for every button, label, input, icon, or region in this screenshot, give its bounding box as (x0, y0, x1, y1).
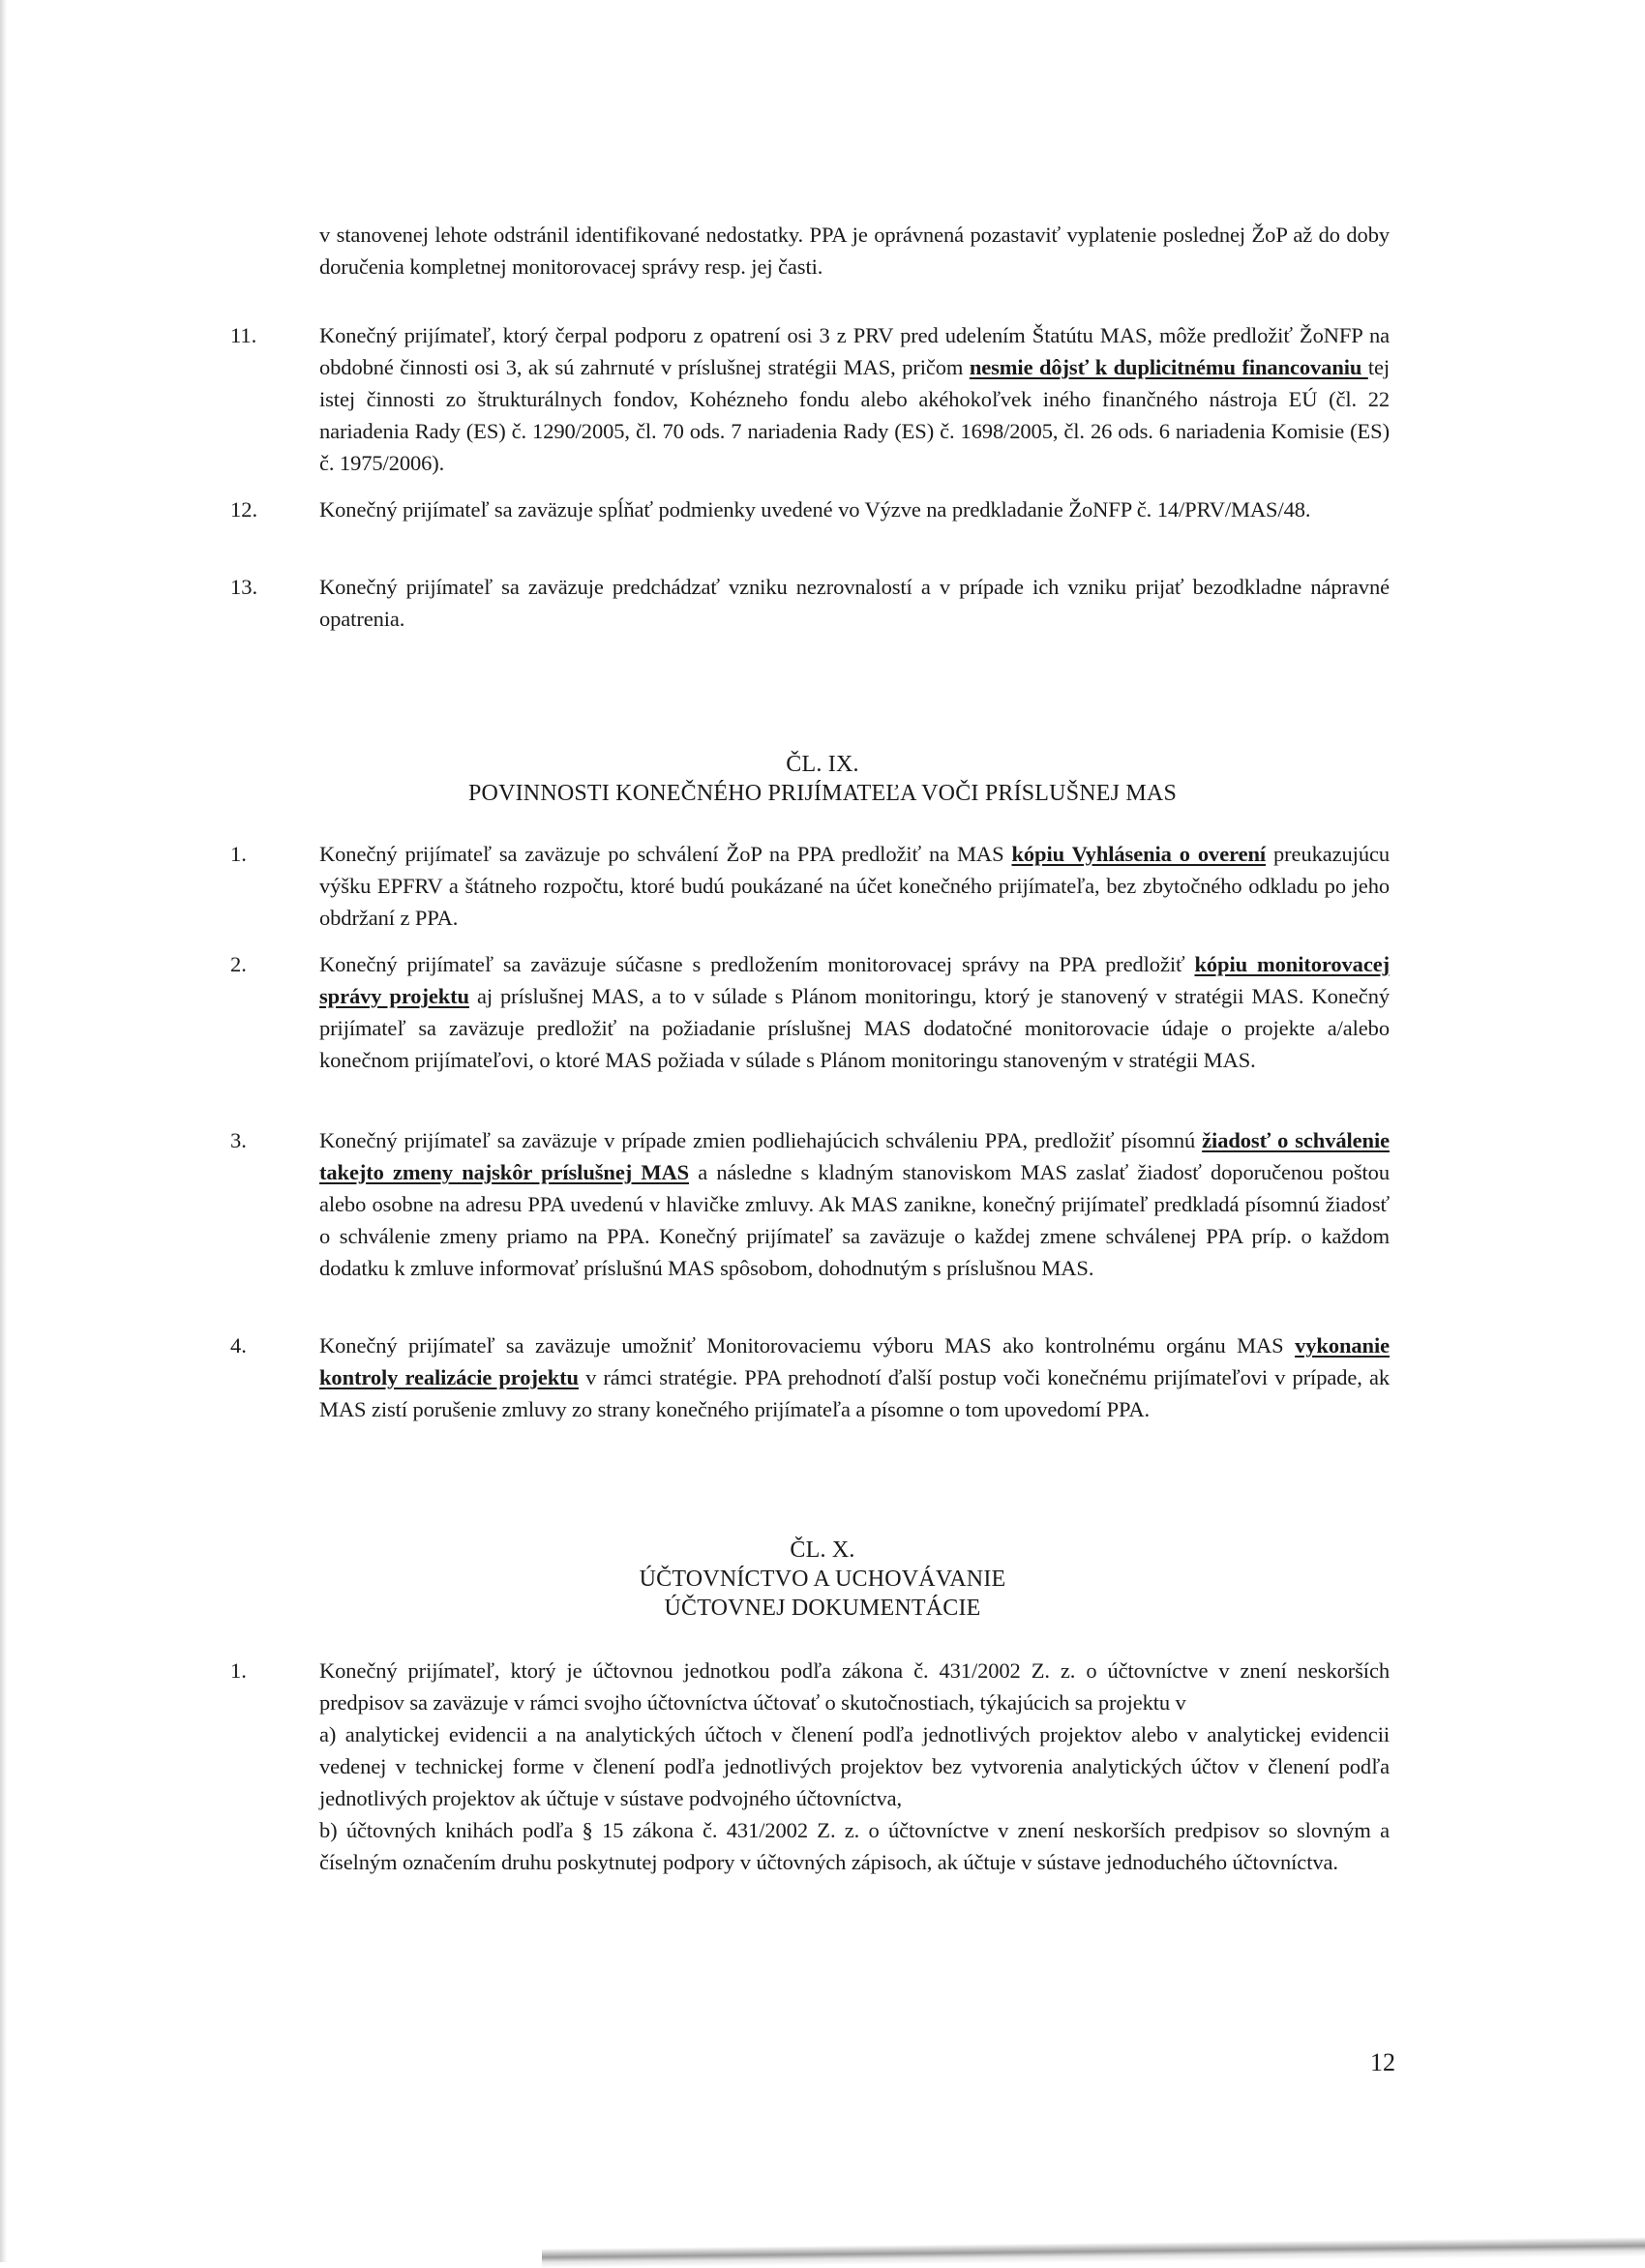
continuation-paragraph (319, 219, 1390, 283)
page-number: 12 (1370, 2048, 1395, 2076)
item-emphasis: žiadosť o schválenie takejto zmeny najskôr príslušnej MAS (319, 1128, 1390, 1184)
item-number: 4. (230, 1333, 247, 1358)
item-emphasis: kópiu Vyhlásenia o overení (1011, 842, 1267, 866)
item-text-before: Konečný prijímateľ sa zaväzuje súčasne s predložením monitorovacej správy na PPA predložiť (319, 952, 1195, 976)
item-emphasis: vykonanie kontroly realizácie projektu (319, 1333, 1390, 1389)
item-text: Konečný prijímateľ sa zaväzuje predchádzať vzniku nezrovnalostí a v prípade ich vzniku prijať bezodkladne nápravné opatrenia. (319, 575, 1390, 631)
item-text (319, 1329, 1390, 1425)
continuation-text: v stanovenej lehote odstránil identifikované nedostatky. PPA je oprávnená pozastaviť vyplatenie poslednej ŽoP až do doby doručenia kompletnej monitorovacej správy resp. jej časti. (319, 223, 1390, 279)
item-number: 2. (230, 952, 247, 976)
item-text (319, 1124, 1390, 1284)
item-intro: Konečný prijímateľ, ktorý je účtovnou jednotkou podľa zákona č. 431/2002 Z. z. o účtovníctve v znení neskorších predpisov sa zaväzuje v rámci svojho účtovníctva účtovať o skutočnostiach, týkajúcich sa projektu v (319, 1658, 1390, 1715)
item-number: 11. (230, 323, 257, 347)
item-text-after: v rámci stratégie. PPA prehodnotí ďalší postup voči konečnému prijímateľovi v prípade, ak MAS zistí porušenie zmluvy zo strany konečného prijímateľa a písomne o tom upovedomí PPA. (319, 1365, 1390, 1421)
item-number: 3. (230, 1128, 247, 1152)
article-x-number: ČL. X. (790, 1537, 855, 1563)
item-emphasis: kópiu monitorovacej správy projektu (319, 952, 1390, 1008)
item-number: 13. (230, 575, 258, 599)
item-text-before: Konečný prijímateľ sa zaväzuje v prípade zmien podliehajúcich schváleniu PPA, predložiť písomnú (319, 1128, 1203, 1152)
item-number: 1. (230, 842, 247, 866)
item-text-before: Konečný prijímateľ sa zaväzuje umožniť Monitorovaciemu výboru MAS ako kontrolnému orgánu MAS (319, 1333, 1296, 1358)
item-text (319, 1655, 1390, 1878)
item-number: 12. (230, 497, 258, 522)
item-emphasis: nesmie dôjsť k duplicitnému financovaniu (969, 355, 1368, 379)
scan-edge-bottom (542, 2237, 1645, 2268)
item-text-after: tej istej činnosti zo štrukturálnych fondov, Kohézneho fondu alebo akéhokoľvek iného finančného nástroja EÚ (čl. 22 nariadenia Rady (ES) č. 1290/2005, čl. 70 ods. 7 nariadenia Rady (ES) č. 1698/2005, čl. 26 ods. 6 nariadenia Komisie (ES) č. 1975/2006). (319, 355, 1391, 475)
item-text (319, 838, 1390, 934)
item-text-before: Konečný prijímateľ, ktorý čerpal podporu z opatrení osi 3 z PRV pred udelením Štatútu MAS, môže predložiť ŽoNFP na obdobné činnosti osi 3, ak sú zahrnuté v príslušnej stratégii MAS, pričom (319, 323, 1390, 379)
scan-edge-left (0, 0, 7, 2262)
item-point-a: a) analytickej evidencii a na analytických účtoch v členení podľa jednotlivých projektov alebo v analytickej evidencii vedenej v technickej forme v členení podľa jednotlivých projektov bez vytvorenia analytických účtov v členení podľa jednotlivých projektov ak účtuje v sústave podvojného účtovníctva, (319, 1722, 1390, 1810)
item-text (319, 319, 1390, 479)
item-text (319, 948, 1390, 1076)
article-x-title-line1: ÚČTOVNÍCTVO A UCHOVÁVANIE (639, 1567, 1006, 1592)
article-ix-heading (0, 750, 1645, 808)
article-ix-number: ČL. IX. (786, 752, 859, 777)
article-x-heading (0, 1536, 1645, 1623)
item-text-after: aj príslušnej MAS, a to v súlade s Plánom monitoringu, ktorý je stanovený v stratégii MAS. Konečný prijímateľ sa zaväzuje predložiť na požiadanie príslušnej MAS dodatočné monitorovacie údaje o projekte a/alebo konečnom prijímateľovi, o ktoré MAS požiada v súlade s Plánom monitoringu stanoveným v stratégii MAS. (319, 984, 1390, 1072)
item-text-after: a následne s kladným stanoviskom MAS zaslať žiadosť doporučenou poštou alebo osobne na adresu PPA uvedenú v hlavičke zmluvy. Ak MAS zanikne, konečný prijímateľ predkladá písomnú žiadosť o schválenie zmeny priamo na PPA. Konečný prijímateľ sa zaväzuje o každej zmene schválenej PPA príp. o každom dodatku k zmluve informovať príslušnú MAS spôsobom, dohodnutým s príslušnou MAS. (319, 1160, 1390, 1280)
article-x-title-line2: ÚČTOVNEJ DOKUMENTÁCIE (664, 1596, 981, 1621)
item-text-before: Konečný prijímateľ sa zaväzuje po schválení ŽoP na PPA predložiť na MAS (319, 842, 1012, 866)
item-number: 1. (230, 1658, 247, 1683)
article-ix-title: POVINNOSTI KONEČNÉHO PRIJÍMATEĽA VOČI PRÍSLUŠNEJ MAS (467, 781, 1178, 806)
item-point-b: b) účtovných knihách podľa § 15 zákona č. 431/2002 Z. z. o účtovníctve v znení neskorších predpisov so slovným a číselným označením druhu poskytnutej podpory v účtovných zápisoch, ak účtuje v sústave jednoduchého účtovníctva. (319, 1818, 1390, 1874)
item-text-after: preukazujúcu výšku EPFRV a štátneho rozpočtu, ktoré budú poukázané na účet konečného prijímateľa, bez zbytočného odkladu po jeho obdržaní z PPA. (319, 842, 1391, 930)
item-text: Konečný prijímateľ sa zaväzuje spĺňať podmienky uvedené vo Výzve na predkladanie ŽoNFP č. 14/PRV/MAS/48. (319, 497, 1311, 522)
